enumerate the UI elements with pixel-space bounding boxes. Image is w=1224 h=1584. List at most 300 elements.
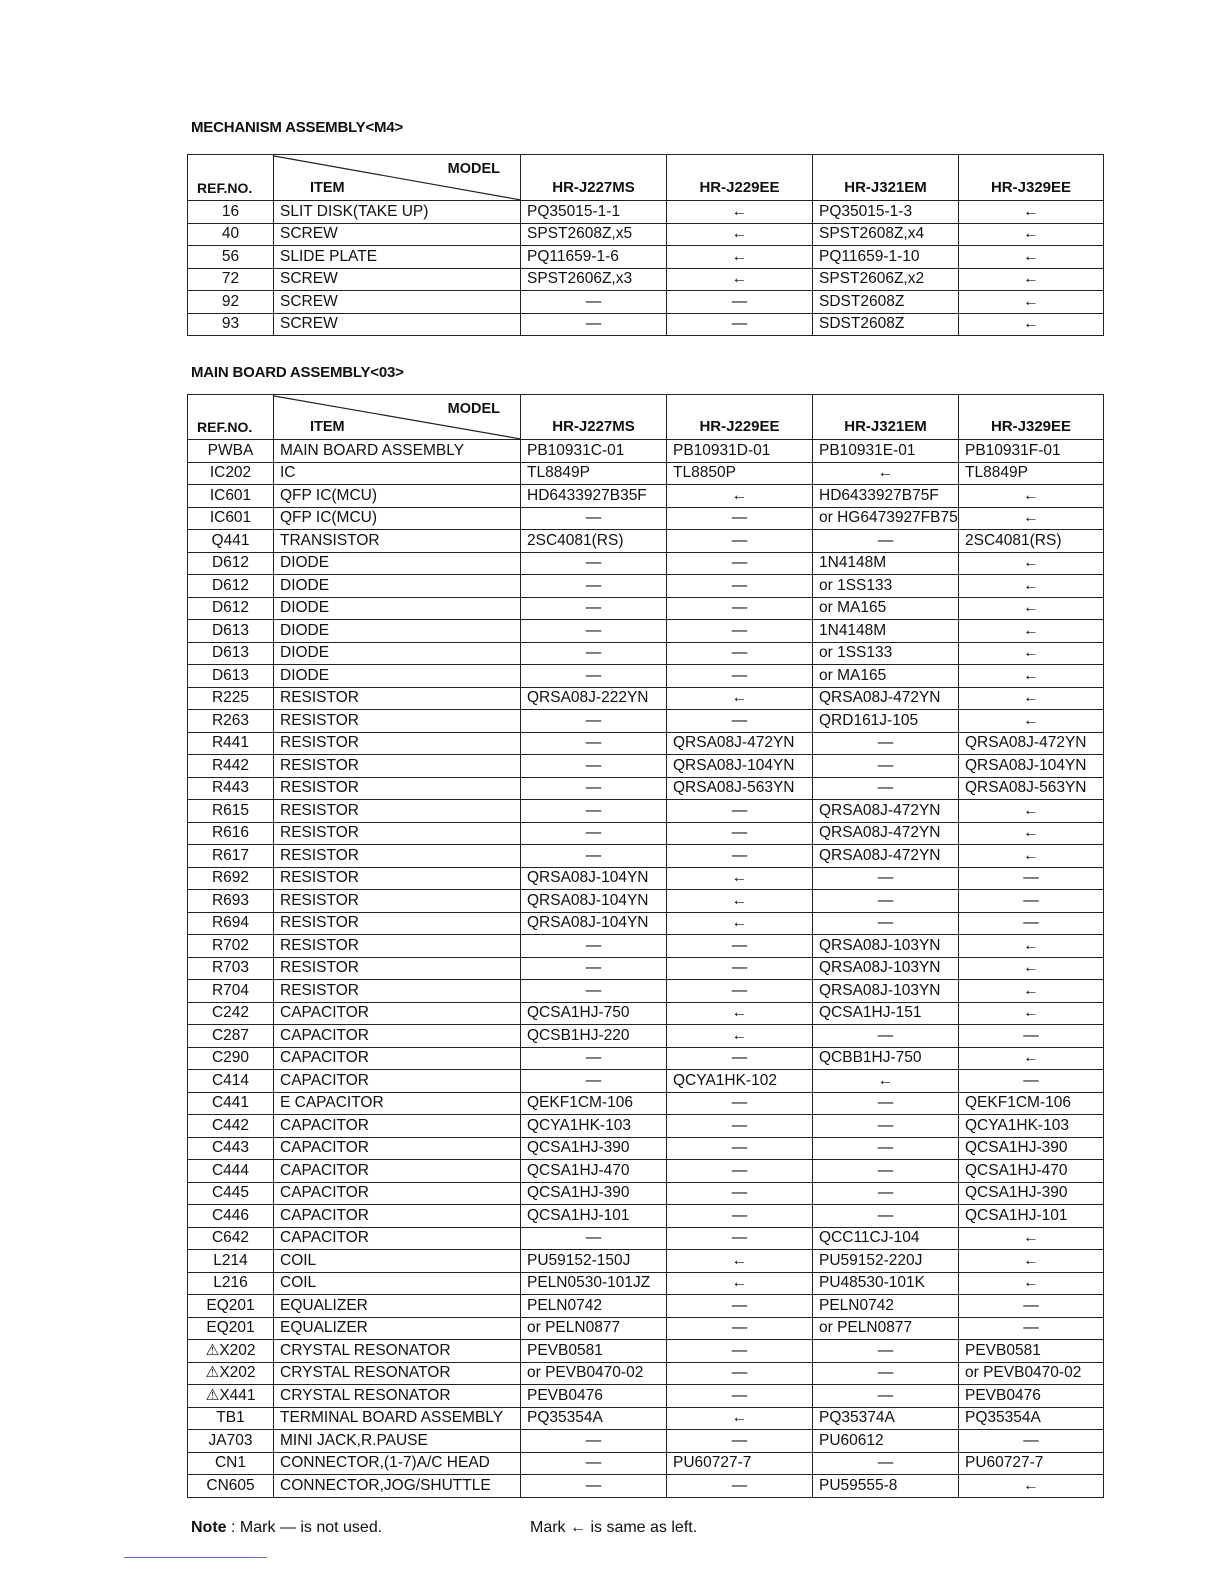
part-number-cell: — bbox=[667, 710, 813, 733]
note-same-as-left: Mark ← is same as left. bbox=[530, 1519, 698, 1536]
part-number-cell: PB10931F-01 bbox=[959, 440, 1104, 463]
part-number-cell: — bbox=[667, 1182, 813, 1205]
part-number-cell: or PEVB0470-02 bbox=[959, 1362, 1104, 1385]
header-model-4: HR-J329EE bbox=[959, 395, 1104, 440]
part-number-cell: ← bbox=[667, 687, 813, 710]
part-number-cell: — bbox=[667, 1430, 813, 1453]
part-number-cell: QCSA1HJ-390 bbox=[959, 1137, 1104, 1160]
part-number-cell: QCSA1HJ-101 bbox=[959, 1205, 1104, 1228]
part-number-cell: QCSA1HJ-151 bbox=[813, 1002, 959, 1025]
table-row bbox=[188, 1452, 1104, 1475]
table-row bbox=[188, 1137, 1104, 1160]
part-number-cell: ← bbox=[667, 1002, 813, 1025]
part-number-cell: — bbox=[521, 1227, 667, 1250]
part-number-cell: — bbox=[813, 1025, 959, 1048]
part-number-cell: — bbox=[521, 1452, 667, 1475]
ref-no-cell: PWBA bbox=[188, 440, 274, 463]
item-cell: DIODE bbox=[274, 665, 521, 688]
part-number-cell: ← bbox=[959, 845, 1104, 868]
part-number-cell: — bbox=[959, 1295, 1104, 1318]
item-cell: RESISTOR bbox=[274, 710, 521, 733]
table-row bbox=[188, 507, 1104, 530]
part-number-cell: PU48530-101K bbox=[813, 1272, 959, 1295]
part-number-cell: QCSA1HJ-470 bbox=[521, 1160, 667, 1183]
part-number-cell: QRSA08J-103YN bbox=[813, 980, 959, 1003]
part-number-cell: — bbox=[521, 957, 667, 980]
header-item-label: ITEM bbox=[310, 419, 345, 435]
ref-no-cell: C443 bbox=[188, 1137, 274, 1160]
item-cell: RESISTOR bbox=[274, 980, 521, 1003]
part-number-cell: — bbox=[667, 1115, 813, 1138]
part-number-cell: SPST2606Z,x3 bbox=[521, 268, 667, 291]
table-row bbox=[188, 1250, 1104, 1273]
part-number-cell: ← bbox=[667, 223, 813, 246]
part-number-cell: — bbox=[521, 620, 667, 643]
part-number-cell: — bbox=[667, 957, 813, 980]
part-number-cell: — bbox=[813, 867, 959, 890]
part-number-cell: PU60727-7 bbox=[667, 1452, 813, 1475]
item-cell: EQUALIZER bbox=[274, 1295, 521, 1318]
part-number-cell: QRSA08J-103YN bbox=[813, 935, 959, 958]
ref-no-cell: D613 bbox=[188, 642, 274, 665]
ref-no-cell: ⚠X202 bbox=[188, 1340, 274, 1363]
part-number-cell: or MA165 bbox=[813, 665, 959, 688]
table-row bbox=[188, 530, 1104, 553]
part-number-cell: QRD161J-105 bbox=[813, 710, 959, 733]
item-cell: TRANSISTOR bbox=[274, 530, 521, 553]
table-row bbox=[188, 642, 1104, 665]
part-number-cell: ← bbox=[959, 485, 1104, 508]
part-number-cell: — bbox=[521, 642, 667, 665]
part-number-cell: ← bbox=[959, 1250, 1104, 1273]
ref-no-cell: R443 bbox=[188, 777, 274, 800]
header-item-model bbox=[274, 155, 521, 201]
part-number-cell: QRSA08J-472YN bbox=[813, 687, 959, 710]
note-not-used: : Mark — is not used. bbox=[226, 1519, 383, 1536]
ref-no-cell: R693 bbox=[188, 890, 274, 913]
ref-no-cell: 40 bbox=[188, 223, 274, 246]
mainboard-title: MAIN BOARD ASSEMBLY<03> bbox=[191, 364, 404, 381]
part-number-cell: — bbox=[667, 980, 813, 1003]
part-number-cell: HD6433927B35F bbox=[521, 485, 667, 508]
ref-no-cell: R225 bbox=[188, 687, 274, 710]
item-cell: CRYSTAL RESONATOR bbox=[274, 1362, 521, 1385]
ref-no-cell: R442 bbox=[188, 755, 274, 778]
table-row bbox=[188, 268, 1104, 291]
item-cell: RESISTOR bbox=[274, 777, 521, 800]
part-number-cell: QCSA1HJ-470 bbox=[959, 1160, 1104, 1183]
header-item-model bbox=[274, 395, 521, 440]
part-number-cell: PEVB0476 bbox=[959, 1385, 1104, 1408]
part-number-cell: ← bbox=[959, 935, 1104, 958]
part-number-cell: — bbox=[667, 665, 813, 688]
part-number-cell: QCSA1HJ-390 bbox=[959, 1182, 1104, 1205]
part-number-cell: PU60612 bbox=[813, 1430, 959, 1453]
table-row bbox=[188, 1340, 1104, 1363]
table-row bbox=[188, 1205, 1104, 1228]
ref-no-cell: R694 bbox=[188, 912, 274, 935]
table-row bbox=[188, 575, 1104, 598]
part-number-cell: — bbox=[813, 912, 959, 935]
part-number-cell: — bbox=[959, 1025, 1104, 1048]
part-number-cell: — bbox=[667, 935, 813, 958]
part-number-cell: — bbox=[813, 1092, 959, 1115]
part-number-cell: SPST2608Z,x5 bbox=[521, 223, 667, 246]
part-number-cell: PEVB0581 bbox=[521, 1340, 667, 1363]
part-number-cell: — bbox=[521, 597, 667, 620]
ref-no-cell: D612 bbox=[188, 597, 274, 620]
part-number-cell: QRSA08J-104YN bbox=[521, 912, 667, 935]
table-row bbox=[188, 822, 1104, 845]
part-number-cell: QCSA1HJ-390 bbox=[521, 1137, 667, 1160]
part-number-cell: — bbox=[521, 507, 667, 530]
part-number-cell: — bbox=[959, 1070, 1104, 1093]
item-cell: CAPACITOR bbox=[274, 1160, 521, 1183]
part-number-cell: SDST2608Z bbox=[813, 313, 959, 336]
ref-no-cell: D613 bbox=[188, 665, 274, 688]
part-number-cell: ← bbox=[959, 575, 1104, 598]
item-cell: CAPACITOR bbox=[274, 1205, 521, 1228]
table-row bbox=[188, 1092, 1104, 1115]
item-cell: CAPACITOR bbox=[274, 1070, 521, 1093]
part-number-cell: — bbox=[667, 1340, 813, 1363]
header-model-1: HR-J227MS bbox=[521, 395, 667, 440]
part-number-cell: ← bbox=[667, 1272, 813, 1295]
item-cell: MINI JACK,R.PAUSE bbox=[274, 1430, 521, 1453]
header-ref-no: REF.NO. bbox=[188, 155, 274, 201]
table-row bbox=[188, 845, 1104, 868]
part-number-cell: — bbox=[813, 1160, 959, 1183]
part-number-cell: PQ35015-1-3 bbox=[813, 201, 959, 224]
ref-no-cell: 72 bbox=[188, 268, 274, 291]
header-model-2: HR-J229EE bbox=[667, 155, 813, 201]
part-number-cell: — bbox=[521, 845, 667, 868]
part-number-cell: — bbox=[521, 313, 667, 336]
part-number-cell: QCYA1HK-103 bbox=[959, 1115, 1104, 1138]
part-number-cell: ← bbox=[813, 1070, 959, 1093]
item-cell: IC bbox=[274, 462, 521, 485]
item-cell: CAPACITOR bbox=[274, 1182, 521, 1205]
item-cell: DIODE bbox=[274, 620, 521, 643]
part-number-cell: QRSA08J-222YN bbox=[521, 687, 667, 710]
part-number-cell: SPST2608Z,x4 bbox=[813, 223, 959, 246]
ref-no-cell: C442 bbox=[188, 1115, 274, 1138]
table-row bbox=[188, 1115, 1104, 1138]
part-number-cell: PELN0742 bbox=[813, 1295, 959, 1318]
ref-no-cell: C441 bbox=[188, 1092, 274, 1115]
part-number-cell: or 1SS133 bbox=[813, 575, 959, 598]
ref-no-cell: D613 bbox=[188, 620, 274, 643]
part-number-cell: — bbox=[667, 1205, 813, 1228]
part-number-cell: — bbox=[667, 822, 813, 845]
header-model-4: HR-J329EE bbox=[959, 155, 1104, 201]
part-number-cell: — bbox=[521, 980, 667, 1003]
part-number-cell: PU59555-8 bbox=[813, 1475, 959, 1498]
table-row bbox=[188, 201, 1104, 224]
table-row bbox=[188, 291, 1104, 314]
table-row bbox=[188, 1002, 1104, 1025]
item-cell: RESISTOR bbox=[274, 912, 521, 935]
table-row bbox=[188, 1407, 1104, 1430]
part-number-cell: PQ11659-1-6 bbox=[521, 246, 667, 269]
part-number-cell: QRSA08J-563YN bbox=[959, 777, 1104, 800]
part-number-cell: — bbox=[667, 575, 813, 598]
ref-no-cell: C642 bbox=[188, 1227, 274, 1250]
item-cell: RESISTOR bbox=[274, 755, 521, 778]
part-number-cell: — bbox=[667, 1317, 813, 1340]
part-number-cell: ← bbox=[667, 246, 813, 269]
part-number-cell: — bbox=[667, 313, 813, 336]
table-row bbox=[188, 223, 1104, 246]
ref-no-cell: TB1 bbox=[188, 1407, 274, 1430]
table-row bbox=[188, 687, 1104, 710]
header-model-label: MODEL bbox=[447, 401, 500, 417]
part-number-cell: — bbox=[521, 575, 667, 598]
part-number-cell: ← bbox=[959, 597, 1104, 620]
part-number-cell: — bbox=[667, 620, 813, 643]
part-number-cell: PELN0530-101JZ bbox=[521, 1272, 667, 1295]
ref-no-cell: JA703 bbox=[188, 1430, 274, 1453]
part-number-cell: PQ35354A bbox=[959, 1407, 1104, 1430]
part-number-cell: ← bbox=[667, 1025, 813, 1048]
table-row bbox=[188, 890, 1104, 913]
table-row bbox=[188, 597, 1104, 620]
part-number-cell: — bbox=[667, 1137, 813, 1160]
item-cell: RESISTOR bbox=[274, 687, 521, 710]
part-number-cell: QRSA08J-472YN bbox=[813, 845, 959, 868]
ref-no-cell: IC601 bbox=[188, 507, 274, 530]
item-cell: COIL bbox=[274, 1272, 521, 1295]
part-number-cell: PEVB0476 bbox=[521, 1385, 667, 1408]
item-cell: SLIT DISK(TAKE UP) bbox=[274, 201, 521, 224]
item-cell: SCREW bbox=[274, 223, 521, 246]
ref-no-cell: EQ201 bbox=[188, 1317, 274, 1340]
ref-no-cell: R704 bbox=[188, 980, 274, 1003]
item-cell: CAPACITOR bbox=[274, 1002, 521, 1025]
item-cell: SCREW bbox=[274, 291, 521, 314]
ref-no-cell: IC202 bbox=[188, 462, 274, 485]
item-cell: CAPACITOR bbox=[274, 1137, 521, 1160]
part-number-cell: ← bbox=[667, 890, 813, 913]
ref-no-cell: C414 bbox=[188, 1070, 274, 1093]
part-number-cell: TL8849P bbox=[959, 462, 1104, 485]
ref-no-cell: CN1 bbox=[188, 1452, 274, 1475]
part-number-cell: — bbox=[959, 890, 1104, 913]
table-row bbox=[188, 912, 1104, 935]
part-number-cell: — bbox=[521, 710, 667, 733]
part-number-cell: ← bbox=[667, 268, 813, 291]
part-number-cell: — bbox=[521, 1047, 667, 1070]
item-cell: RESISTOR bbox=[274, 800, 521, 823]
part-number-cell: PQ35374A bbox=[813, 1407, 959, 1430]
table-row bbox=[188, 1385, 1104, 1408]
item-cell: RESISTOR bbox=[274, 957, 521, 980]
part-number-cell: ← bbox=[667, 1407, 813, 1430]
part-number-cell: ← bbox=[959, 665, 1104, 688]
table-row bbox=[188, 1317, 1104, 1340]
part-number-cell: QCSB1HJ-220 bbox=[521, 1025, 667, 1048]
part-number-cell: — bbox=[813, 755, 959, 778]
part-number-cell: ← bbox=[959, 980, 1104, 1003]
part-number-cell: QCC11CJ-104 bbox=[813, 1227, 959, 1250]
part-number-cell: — bbox=[521, 1475, 667, 1498]
part-number-cell: — bbox=[813, 1452, 959, 1475]
item-cell: RESISTOR bbox=[274, 890, 521, 913]
part-number-cell: — bbox=[667, 1475, 813, 1498]
part-number-cell: 1N4148M bbox=[813, 552, 959, 575]
ref-no-cell: 92 bbox=[188, 291, 274, 314]
part-number-cell: — bbox=[667, 597, 813, 620]
ref-no-cell: C287 bbox=[188, 1025, 274, 1048]
part-number-cell: SPST2606Z,x2 bbox=[813, 268, 959, 291]
note-legend bbox=[191, 1519, 382, 1537]
part-number-cell: — bbox=[667, 1227, 813, 1250]
part-number-cell: — bbox=[813, 1182, 959, 1205]
part-number-cell: HD6433927B75F bbox=[813, 485, 959, 508]
table-row bbox=[188, 1362, 1104, 1385]
part-number-cell: PB10931E-01 bbox=[813, 440, 959, 463]
table-row bbox=[188, 980, 1104, 1003]
part-number-cell: — bbox=[521, 552, 667, 575]
part-number-cell: QRSA08J-472YN bbox=[959, 732, 1104, 755]
part-number-cell: ← bbox=[667, 1250, 813, 1273]
part-number-cell: ← bbox=[959, 313, 1104, 336]
part-number-cell: ← bbox=[959, 1002, 1104, 1025]
part-number-cell: QEKF1CM-106 bbox=[521, 1092, 667, 1115]
table-row bbox=[188, 620, 1104, 643]
ref-no-cell: R263 bbox=[188, 710, 274, 733]
item-cell: DIODE bbox=[274, 575, 521, 598]
header-ref-no: REF.NO. bbox=[188, 395, 274, 440]
part-number-cell: ← bbox=[959, 1047, 1104, 1070]
part-number-cell: ← bbox=[667, 867, 813, 890]
item-cell: SCREW bbox=[274, 313, 521, 336]
item-cell: CAPACITOR bbox=[274, 1227, 521, 1250]
part-number-cell: ← bbox=[959, 201, 1104, 224]
part-number-cell: — bbox=[521, 291, 667, 314]
item-cell: E CAPACITOR bbox=[274, 1092, 521, 1115]
part-number-cell: — bbox=[813, 1115, 959, 1138]
item-cell: CAPACITOR bbox=[274, 1115, 521, 1138]
part-number-cell: ← bbox=[959, 268, 1104, 291]
part-number-cell: QRSA08J-104YN bbox=[521, 867, 667, 890]
part-number-cell: — bbox=[521, 755, 667, 778]
table-row bbox=[188, 1430, 1104, 1453]
part-number-cell: ← bbox=[959, 1227, 1104, 1250]
part-number-cell: QRSA08J-103YN bbox=[813, 957, 959, 980]
part-number-cell: QCSA1HJ-390 bbox=[521, 1182, 667, 1205]
item-cell: CAPACITOR bbox=[274, 1025, 521, 1048]
part-number-cell: or 1SS133 bbox=[813, 642, 959, 665]
part-number-cell: PB10931D-01 bbox=[667, 440, 813, 463]
table-row bbox=[188, 777, 1104, 800]
part-number-cell: or MA165 bbox=[813, 597, 959, 620]
header-model-1: HR-J227MS bbox=[521, 155, 667, 201]
item-cell: RESISTOR bbox=[274, 935, 521, 958]
header-model-2: HR-J229EE bbox=[667, 395, 813, 440]
part-number-cell: — bbox=[959, 912, 1104, 935]
table-row bbox=[188, 1295, 1104, 1318]
table-row bbox=[188, 1070, 1104, 1093]
ref-no-cell: ⚠X441 bbox=[188, 1385, 274, 1408]
part-number-cell: — bbox=[813, 732, 959, 755]
table-row bbox=[188, 440, 1104, 463]
table-row bbox=[188, 755, 1104, 778]
part-number-cell: ← bbox=[959, 552, 1104, 575]
part-number-cell: ← bbox=[959, 1272, 1104, 1295]
part-number-cell: QEKF1CM-106 bbox=[959, 1092, 1104, 1115]
mechanism-title: MECHANISM ASSEMBLY<M4> bbox=[191, 119, 404, 136]
part-number-cell: ← bbox=[959, 620, 1104, 643]
part-number-cell: — bbox=[667, 1295, 813, 1318]
header-model-label: MODEL bbox=[447, 161, 500, 177]
part-number-cell: SDST2608Z bbox=[813, 291, 959, 314]
part-number-cell: QRSA08J-472YN bbox=[813, 800, 959, 823]
part-number-cell: PU59152-220J bbox=[813, 1250, 959, 1273]
item-cell: DIODE bbox=[274, 552, 521, 575]
part-number-cell: TL8850P bbox=[667, 462, 813, 485]
item-cell: DIODE bbox=[274, 642, 521, 665]
part-number-cell: ← bbox=[959, 710, 1104, 733]
ref-no-cell: R692 bbox=[188, 867, 274, 890]
part-number-cell: PQ35354A bbox=[521, 1407, 667, 1430]
part-number-cell: QCSA1HJ-750 bbox=[521, 1002, 667, 1025]
ref-no-cell: R615 bbox=[188, 800, 274, 823]
table-row bbox=[188, 1160, 1104, 1183]
part-number-cell: — bbox=[813, 1137, 959, 1160]
part-number-cell: ← bbox=[959, 642, 1104, 665]
part-number-cell: QRSA08J-472YN bbox=[667, 732, 813, 755]
header-model-3: HR-J321EM bbox=[813, 155, 959, 201]
part-number-cell: — bbox=[521, 777, 667, 800]
ref-no-cell: C444 bbox=[188, 1160, 274, 1183]
part-number-cell: or PELN0877 bbox=[813, 1317, 959, 1340]
part-number-cell: QCBB1HJ-750 bbox=[813, 1047, 959, 1070]
ref-no-cell: L216 bbox=[188, 1272, 274, 1295]
part-number-cell: — bbox=[667, 552, 813, 575]
part-number-cell: — bbox=[959, 1430, 1104, 1453]
mechanism-parts-table bbox=[187, 154, 1104, 336]
ref-no-cell: C242 bbox=[188, 1002, 274, 1025]
ref-no-cell: CN605 bbox=[188, 1475, 274, 1498]
header-item-label: ITEM bbox=[310, 180, 345, 196]
item-cell: SLIDE PLATE bbox=[274, 246, 521, 269]
table-row bbox=[188, 1025, 1104, 1048]
part-number-cell: — bbox=[667, 1092, 813, 1115]
part-number-cell: QCYA1HK-103 bbox=[521, 1115, 667, 1138]
ref-no-cell: L214 bbox=[188, 1250, 274, 1273]
mainboard-parts-table bbox=[187, 394, 1104, 1498]
item-cell: QFP IC(MCU) bbox=[274, 507, 521, 530]
table-row bbox=[188, 732, 1104, 755]
part-number-cell: ← bbox=[959, 223, 1104, 246]
part-number-cell: QCYA1HK-102 bbox=[667, 1070, 813, 1093]
item-cell: CONNECTOR,(1-7)A/C HEAD bbox=[274, 1452, 521, 1475]
ref-no-cell: Q441 bbox=[188, 530, 274, 553]
ref-no-cell: EQ201 bbox=[188, 1295, 274, 1318]
table-row bbox=[188, 485, 1104, 508]
part-number-cell: 2SC4081(RS) bbox=[521, 530, 667, 553]
part-number-cell: 2SC4081(RS) bbox=[959, 530, 1104, 553]
ref-no-cell: R617 bbox=[188, 845, 274, 868]
part-number-cell: 1N4148M bbox=[813, 620, 959, 643]
ref-no-cell: C445 bbox=[188, 1182, 274, 1205]
part-number-cell: — bbox=[667, 530, 813, 553]
part-number-cell: ← bbox=[813, 462, 959, 485]
part-number-cell: — bbox=[813, 1362, 959, 1385]
part-number-cell: — bbox=[667, 642, 813, 665]
part-number-cell: — bbox=[813, 1385, 959, 1408]
